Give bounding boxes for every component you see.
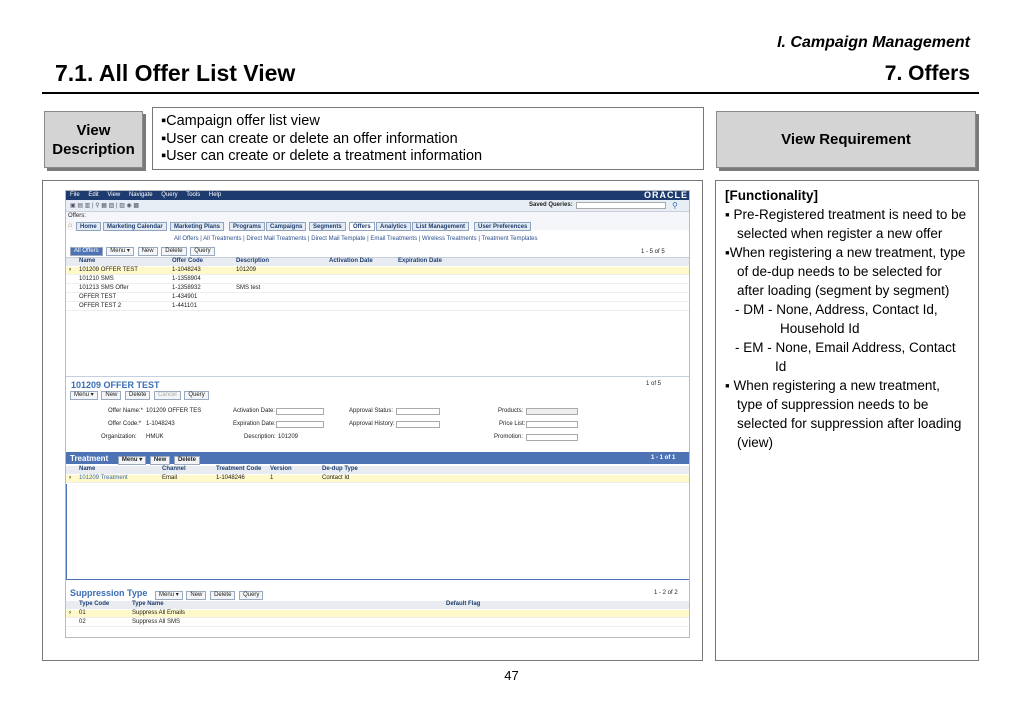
form-toolbar [66,391,690,400]
offer-code: 1-1358932 [172,285,201,291]
toolbar-icons[interactable]: ▣ ▤ ▥ | ⚲ ▦ ▧ | ▨ ◉ ▩ [70,203,140,209]
requirement-subitem: - EM - None, Email Address, Contact Id [735,340,956,374]
col-expiration-date[interactable]: Expiration Date [398,258,443,264]
tab-list-management[interactable]: List Management [412,222,469,231]
suppression-record-count: 1 - 2 of 2 [654,590,678,596]
oracle-logo: ORACLE [644,190,688,200]
requirement-item: ▪When registering a new treatment, type of de-dup needs to be selected for after loading (segment by segment) [725,245,966,298]
saved-queries-select[interactable] [576,202,666,209]
all-offers-view-select[interactable]: All Offers [70,247,103,256]
treatment-record-count: 1 - 1 of 1 [651,455,676,461]
products-field[interactable] [526,408,578,415]
suppression-new-button[interactable]: New [186,591,206,600]
col-name[interactable]: Name [79,258,96,264]
offer-code: 1-1048243 [172,267,201,273]
offer-view-links[interactable]: All Offers | All Treatments | Direct Mail Treatments | Direct Mail Template | Email Treatments | Wireless Treatments | Treatment Templates [174,236,538,242]
divider [66,376,690,377]
offer-code: 1-1358904 [172,276,201,282]
price-list-field[interactable] [526,421,578,428]
description-bullet: ▪Campaign offer list view [161,113,320,129]
saved-queries-label: Saved Queries: [529,202,573,208]
requirement-subitem: - DM - None, Address, Contact Id, Household Id [735,302,938,336]
offer-name[interactable]: OFFER TEST 2 [79,303,122,309]
suppression-query-button[interactable]: Query [239,591,263,600]
description-bullet: ▪User can create or delete a treatment information [161,148,483,164]
col-dedup-type[interactable]: De-dup Type [322,466,358,472]
col-activation-date[interactable]: Activation Date [329,258,373,264]
suppression-code[interactable]: 02 [79,619,86,625]
approval-history-label: Approval History: [349,421,395,427]
promotion-label: Promotion: [494,434,524,440]
tab-home[interactable]: Home [76,222,101,231]
col-description[interactable]: Description [236,258,270,264]
treatment-header [66,466,690,474]
treatment-list-body [66,484,690,580]
chapter-title: 7. Offers [884,62,970,85]
activation-date-field[interactable] [276,408,324,415]
table-row[interactable] [66,303,690,311]
description-bullet: ▪User can create or delete an offer information [161,130,458,147]
suppression-title: Suppression Type [70,588,148,598]
treatment-menu-button[interactable]: Menu ▾ [118,456,146,465]
menu-file[interactable]: File [70,192,80,198]
promotion-field[interactable] [526,434,578,441]
menu-query[interactable]: Query [161,192,178,198]
menu-edit[interactable]: Edit [88,192,99,198]
approval-history-field[interactable] [396,421,440,428]
price-list-label: Price List: [499,421,526,427]
col-type-name[interactable]: Type Name [132,601,164,607]
table-row[interactable] [66,267,690,275]
treatment-code: 1-1048246 [216,475,245,481]
app-toolbar [66,200,690,212]
requirement-item: ▪ Pre-Registered treatment is need to be selected when register a new offer [725,207,967,241]
offer-name-label: Offer Name:* [108,408,143,414]
offer-name[interactable]: OFFER TEST [79,294,117,300]
offer-name-field[interactable]: 101209 OFFER TES [146,408,202,414]
treatment-applet-header [66,452,690,464]
treatment-channel: Email [162,475,178,481]
list-new-button[interactable]: New [138,247,158,256]
home-icon[interactable]: ⌂ [68,222,73,229]
menu-help[interactable]: Help [208,192,222,198]
search-icon[interactable]: ⚲ [672,201,678,210]
offers-screen-label: Offers: [68,213,86,219]
table-row[interactable] [66,475,690,483]
description-label: Description: [244,434,276,440]
offer-code: 1-441101 [172,303,197,309]
suppression-header [66,601,690,609]
form-query-button[interactable]: Query [184,391,208,400]
tab-analytics[interactable]: Analytics [376,222,411,231]
menu-view[interactable]: View [107,192,121,198]
table-row[interactable] [66,619,690,627]
col-type-code[interactable]: Type Code [79,601,110,607]
treatment-title: Treatment [70,454,109,463]
offer-name[interactable]: 101209 OFFER TEST [79,267,138,273]
treatment-dedup: Contact Id [322,475,350,481]
tab-marketing-calendar[interactable]: Marketing Calendar [103,222,167,231]
col-treatment-code[interactable]: Treatment Code [216,466,262,472]
col-version[interactable]: Version [270,466,292,472]
table-row[interactable] [66,610,690,618]
offer-name[interactable]: 101210 SMS [79,276,114,282]
title-rule [42,92,979,94]
list-delete-button[interactable]: Delete [161,247,186,256]
offer-list-header [66,258,690,266]
table-row[interactable] [66,285,690,293]
offer-name[interactable]: 101213 SMS Offer [79,285,129,291]
view-description-label: View Description [44,111,143,168]
expiration-date-field[interactable] [276,421,324,428]
form-new-button[interactable]: New [101,391,121,400]
selected-row-icon: › [69,475,71,481]
expiration-date-label: Expiration Date: [233,421,276,427]
table-row[interactable] [66,294,690,302]
form-cancel-button[interactable]: Cancel [154,391,181,400]
activation-date-label: Activation Date: [233,408,276,414]
form-record-count: 1 of 5 [646,381,662,387]
suppression-delete-button[interactable]: Delete [210,591,235,600]
description-field[interactable]: 101209 [278,434,299,440]
offer-description: SMS test [236,285,261,291]
suppression-name: Suppress All Emails [132,610,186,616]
treatment-name[interactable]: 101209 Treatment [79,475,128,481]
app-tab-bar [66,212,690,230]
offer-code: 1-434901 [172,294,198,300]
offer-list-toolbar [66,247,690,258]
app-menubar [66,191,690,200]
section-title: I. Campaign Management [777,34,970,51]
table-row[interactable] [66,276,690,284]
form-title: 101209 OFFER TEST [71,380,160,390]
col-treatment-name[interactable]: Name [79,466,96,472]
selected-row-icon: › [69,267,71,273]
page-title: 7.1. All Offer List View [55,60,296,86]
products-label: Products: [498,408,524,414]
col-channel[interactable]: Channel [162,466,186,472]
offer-description: 101209 [236,267,257,273]
selected-row-icon: › [69,610,71,616]
form-delete-button[interactable]: Delete [125,391,150,400]
view-description-box [152,107,704,170]
treatment-delete-button[interactable]: Delete [174,456,200,465]
requirements-panel [715,180,979,661]
menu-navigate[interactable]: Navigate [128,192,153,198]
treatment-new-button[interactable]: New [150,456,170,465]
app-screenshot [65,190,690,638]
col-offer-code[interactable]: Offer Code [172,258,204,264]
suppression-toolbar [66,588,690,599]
menu-tools[interactable]: Tools [186,192,201,198]
approval-status-label: Approval Status: [349,408,394,414]
tab-programs[interactable]: Programs [229,222,265,231]
suppression-name: Suppress All SMS [132,619,181,625]
offer-code-label: Offer Code:* [108,421,142,427]
tab-offers[interactable]: Offers [349,222,375,231]
list-menu-button[interactable]: Menu ▾ [106,247,134,256]
organization-field[interactable]: HMUK [146,434,164,440]
tab-user-preferences[interactable]: User Preferences [474,222,531,231]
page-number: 47 [504,668,519,683]
tab-campaigns[interactable]: Campaigns [266,222,306,231]
requirements-heading: [Functionality] [725,188,818,203]
list-record-count: 1 - 5 of 5 [641,249,665,255]
list-query-button[interactable]: Query [190,247,214,256]
tab-marketing-plans[interactable]: Marketing Plans [170,222,224,231]
form-menu-button[interactable]: Menu ▾ [70,391,98,400]
organization-label: Organization: [101,434,137,440]
offer-code-field[interactable]: 1-1048243 [146,421,175,427]
approval-status-select[interactable] [396,408,440,415]
suppression-menu-button[interactable]: Menu ▾ [155,591,183,600]
col-default-flag[interactable]: Default Flag [446,601,481,607]
tab-segments[interactable]: Segments [309,222,346,231]
suppression-code[interactable]: 01 [79,610,86,616]
treatment-version: 1 [270,475,274,481]
requirement-item: ▪ When registering a new treatment, type of suppression needs to be selected for suppression after loading (view) [725,378,962,450]
view-requirement-label: View Requirement [716,111,976,168]
